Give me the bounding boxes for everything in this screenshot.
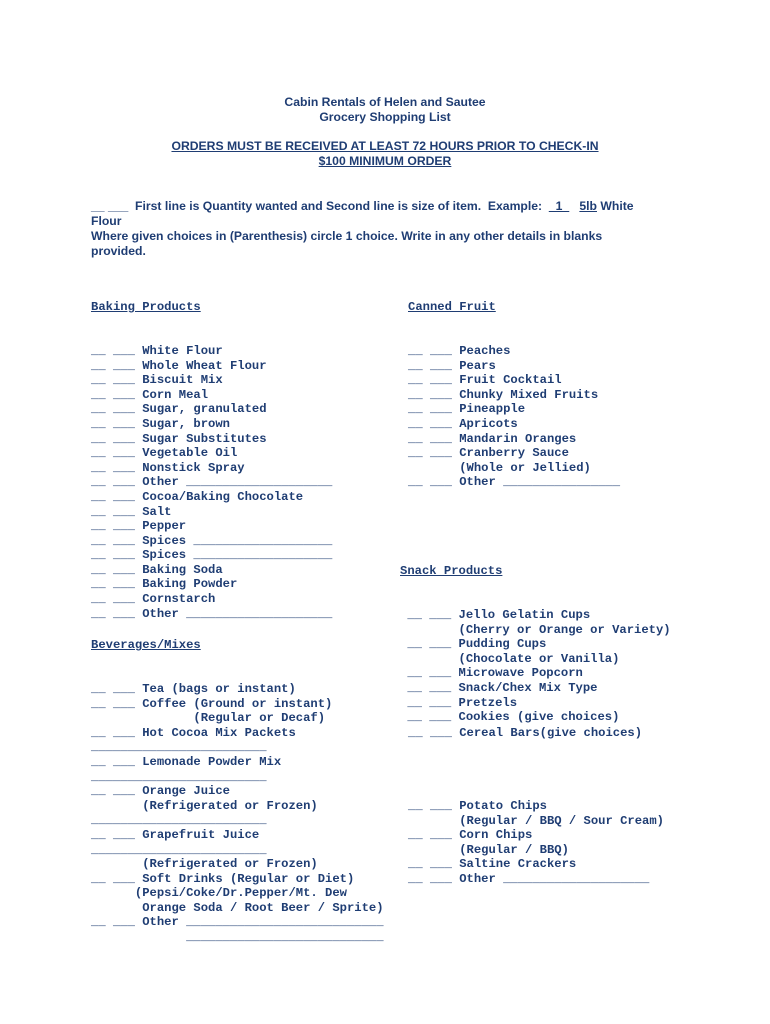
list-item: __ ___ Baking Soda (91, 562, 223, 577)
list-item: __ ___ Nonstick Spray (91, 460, 245, 475)
beverages-section (91, 606, 384, 959)
list-item: __ ___ Salt (91, 504, 172, 519)
list-item: __ ___ Peaches (408, 343, 511, 358)
list-item: __ ___ Other ___________________________ (91, 915, 384, 930)
list-item: ________________________ (91, 842, 267, 857)
list-item: __ ___ Snack/Chex Mix Type (400, 680, 598, 695)
list-item: Orange Soda / Root Beer / Sprite) (91, 900, 384, 915)
list-item: (Chocolate or Vanilla) (400, 651, 620, 666)
snack-products-list (400, 608, 671, 725)
list-item: __ ___ Mandarin Oranges (408, 431, 577, 446)
notice-checkin: ORDERS MUST BE RECEIVED AT LEAST 72 HOURS PRIOR TO CHECK-IN (171, 139, 599, 153)
list-item: __ ___ Biscuit Mix (91, 373, 223, 388)
list-item: __ ___ Hot Cocoa Mix Packets (91, 725, 296, 740)
list-item: __ ___ Sugar, granulated (91, 402, 267, 417)
example-size: 5lb (579, 199, 597, 213)
list-item: __ ___ Baking Powder (91, 577, 238, 592)
list-item: __ ___ Saltine Crackers (408, 857, 577, 872)
beverages-heading: Beverages/Mixes (91, 638, 201, 653)
list-item: __ ___ Cocoa/Baking Chocolate (91, 489, 304, 504)
list-item: __ ___ Sugar, brown (91, 416, 230, 431)
list-item: (Regular or Decaf) (91, 711, 326, 726)
notice-minimum: $100 MINIMUM ORDER (318, 154, 452, 168)
blank-example: __ ___ (91, 199, 129, 213)
list-item: __ ___ Tea (bags or instant) (91, 681, 296, 696)
list-item: __ ___ Pepper (91, 519, 187, 534)
list-item: (Regular / BBQ / Sour Cream) (408, 813, 664, 828)
list-item: __ ___ Pudding Cups (400, 637, 547, 652)
list-item: __ ___ Vegetable Oil (91, 446, 238, 461)
baking-products-heading: Baking Products (91, 300, 201, 315)
list-item: __ ___ Other ____________________ (408, 871, 650, 886)
list-item: __ ___ Corn Meal (91, 387, 209, 402)
list-item: ___________________________ (91, 930, 384, 945)
list-item: __ ___ Grapefruit Juice (91, 827, 260, 842)
list-item: (Whole or Jellied) (408, 460, 591, 475)
canned-fruit-heading: Canned Fruit (408, 300, 496, 315)
list-item: (Refrigerated or Frozen) (91, 857, 318, 872)
list-item: __ ___ Other ____________________ (91, 475, 333, 490)
list-item: __ ___ Cranberry Sauce (408, 446, 569, 461)
instructions: __ ___ First line is Quantity wanted and Second line is size of item. Example: _1_ 5lb White Flour Where given choices in (Parenthesis) circle 1 choice. Write in any other details in blanks provided. (91, 199, 634, 258)
list-item: __ ___ Soft Drinks (Regular or Diet) (91, 871, 355, 886)
list-item: __ ___ Other ________________ (408, 475, 621, 490)
page-subtitle: Grocery Shopping List (319, 110, 451, 124)
list-item: (Refrigerated or Frozen) (91, 798, 318, 813)
list-item: __ ___ Pears (408, 358, 496, 373)
chips-list (408, 799, 664, 887)
list-item: (Pepsi/Coke/Dr.Pepper/Mt. Dew (91, 886, 347, 901)
list-item: __ ___ Cookies (give choices) (400, 710, 620, 725)
list-item: __ ___ Sugar Substitutes (91, 431, 267, 446)
canned-fruit-section (408, 271, 620, 505)
list-item: __ ___ White Flour (91, 343, 223, 358)
list-item: __ ___ Coffee (Ground or instant) (91, 696, 333, 711)
list-item: __ ___ Fruit Cocktail (408, 373, 562, 388)
list-item: __ ___ Whole Wheat Flour (91, 358, 267, 373)
canned-fruit-list (408, 344, 620, 490)
list-item: __ ___ Jello Gelatin Cups (400, 607, 591, 622)
list-item: __ ___ Potato Chips (408, 799, 547, 813)
list-item: ________________________ (91, 769, 267, 784)
list-item: __ ___ Corn Chips (408, 828, 533, 843)
list-item: __ ___ Chunky Mixed Fruits (408, 387, 599, 402)
list-item: __ ___ Spices ___________________ (91, 548, 333, 563)
snack-products-section (400, 535, 671, 739)
baking-products-section (91, 271, 332, 636)
baking-products-list (91, 344, 332, 621)
list-item: ________________________ (91, 740, 267, 755)
list-item: __ ___ Microwave Popcorn (400, 666, 583, 681)
list-item: (Cherry or Orange or Variety) (400, 622, 671, 637)
snack-products-heading: Snack Products (400, 564, 503, 579)
list-item: __ ___ Apricots (408, 416, 518, 431)
list-item: __ ___ Orange Juice (91, 784, 230, 799)
list-item: __ ___ Pretzels (400, 695, 518, 710)
list-item: __ ___ Lemonade Powder Mix (91, 754, 282, 769)
example-quantity: _1_ (548, 199, 570, 213)
page-title: Cabin Rentals of Helen and Sautee (284, 95, 486, 109)
cereal-bars-line: __ ___ Cereal Bars(give choices) (408, 726, 643, 740)
list-item: __ ___ Pineapple (408, 402, 526, 417)
list-item: __ ___ Cornstarch (91, 592, 216, 607)
list-item: __ ___ Other ____________________ (91, 606, 333, 621)
list-item: ________________________ (91, 813, 267, 828)
beverages-list (91, 682, 384, 945)
list-item: (Regular / BBQ) (408, 842, 569, 857)
list-item: __ ___ Spices ___________________ (91, 533, 333, 548)
